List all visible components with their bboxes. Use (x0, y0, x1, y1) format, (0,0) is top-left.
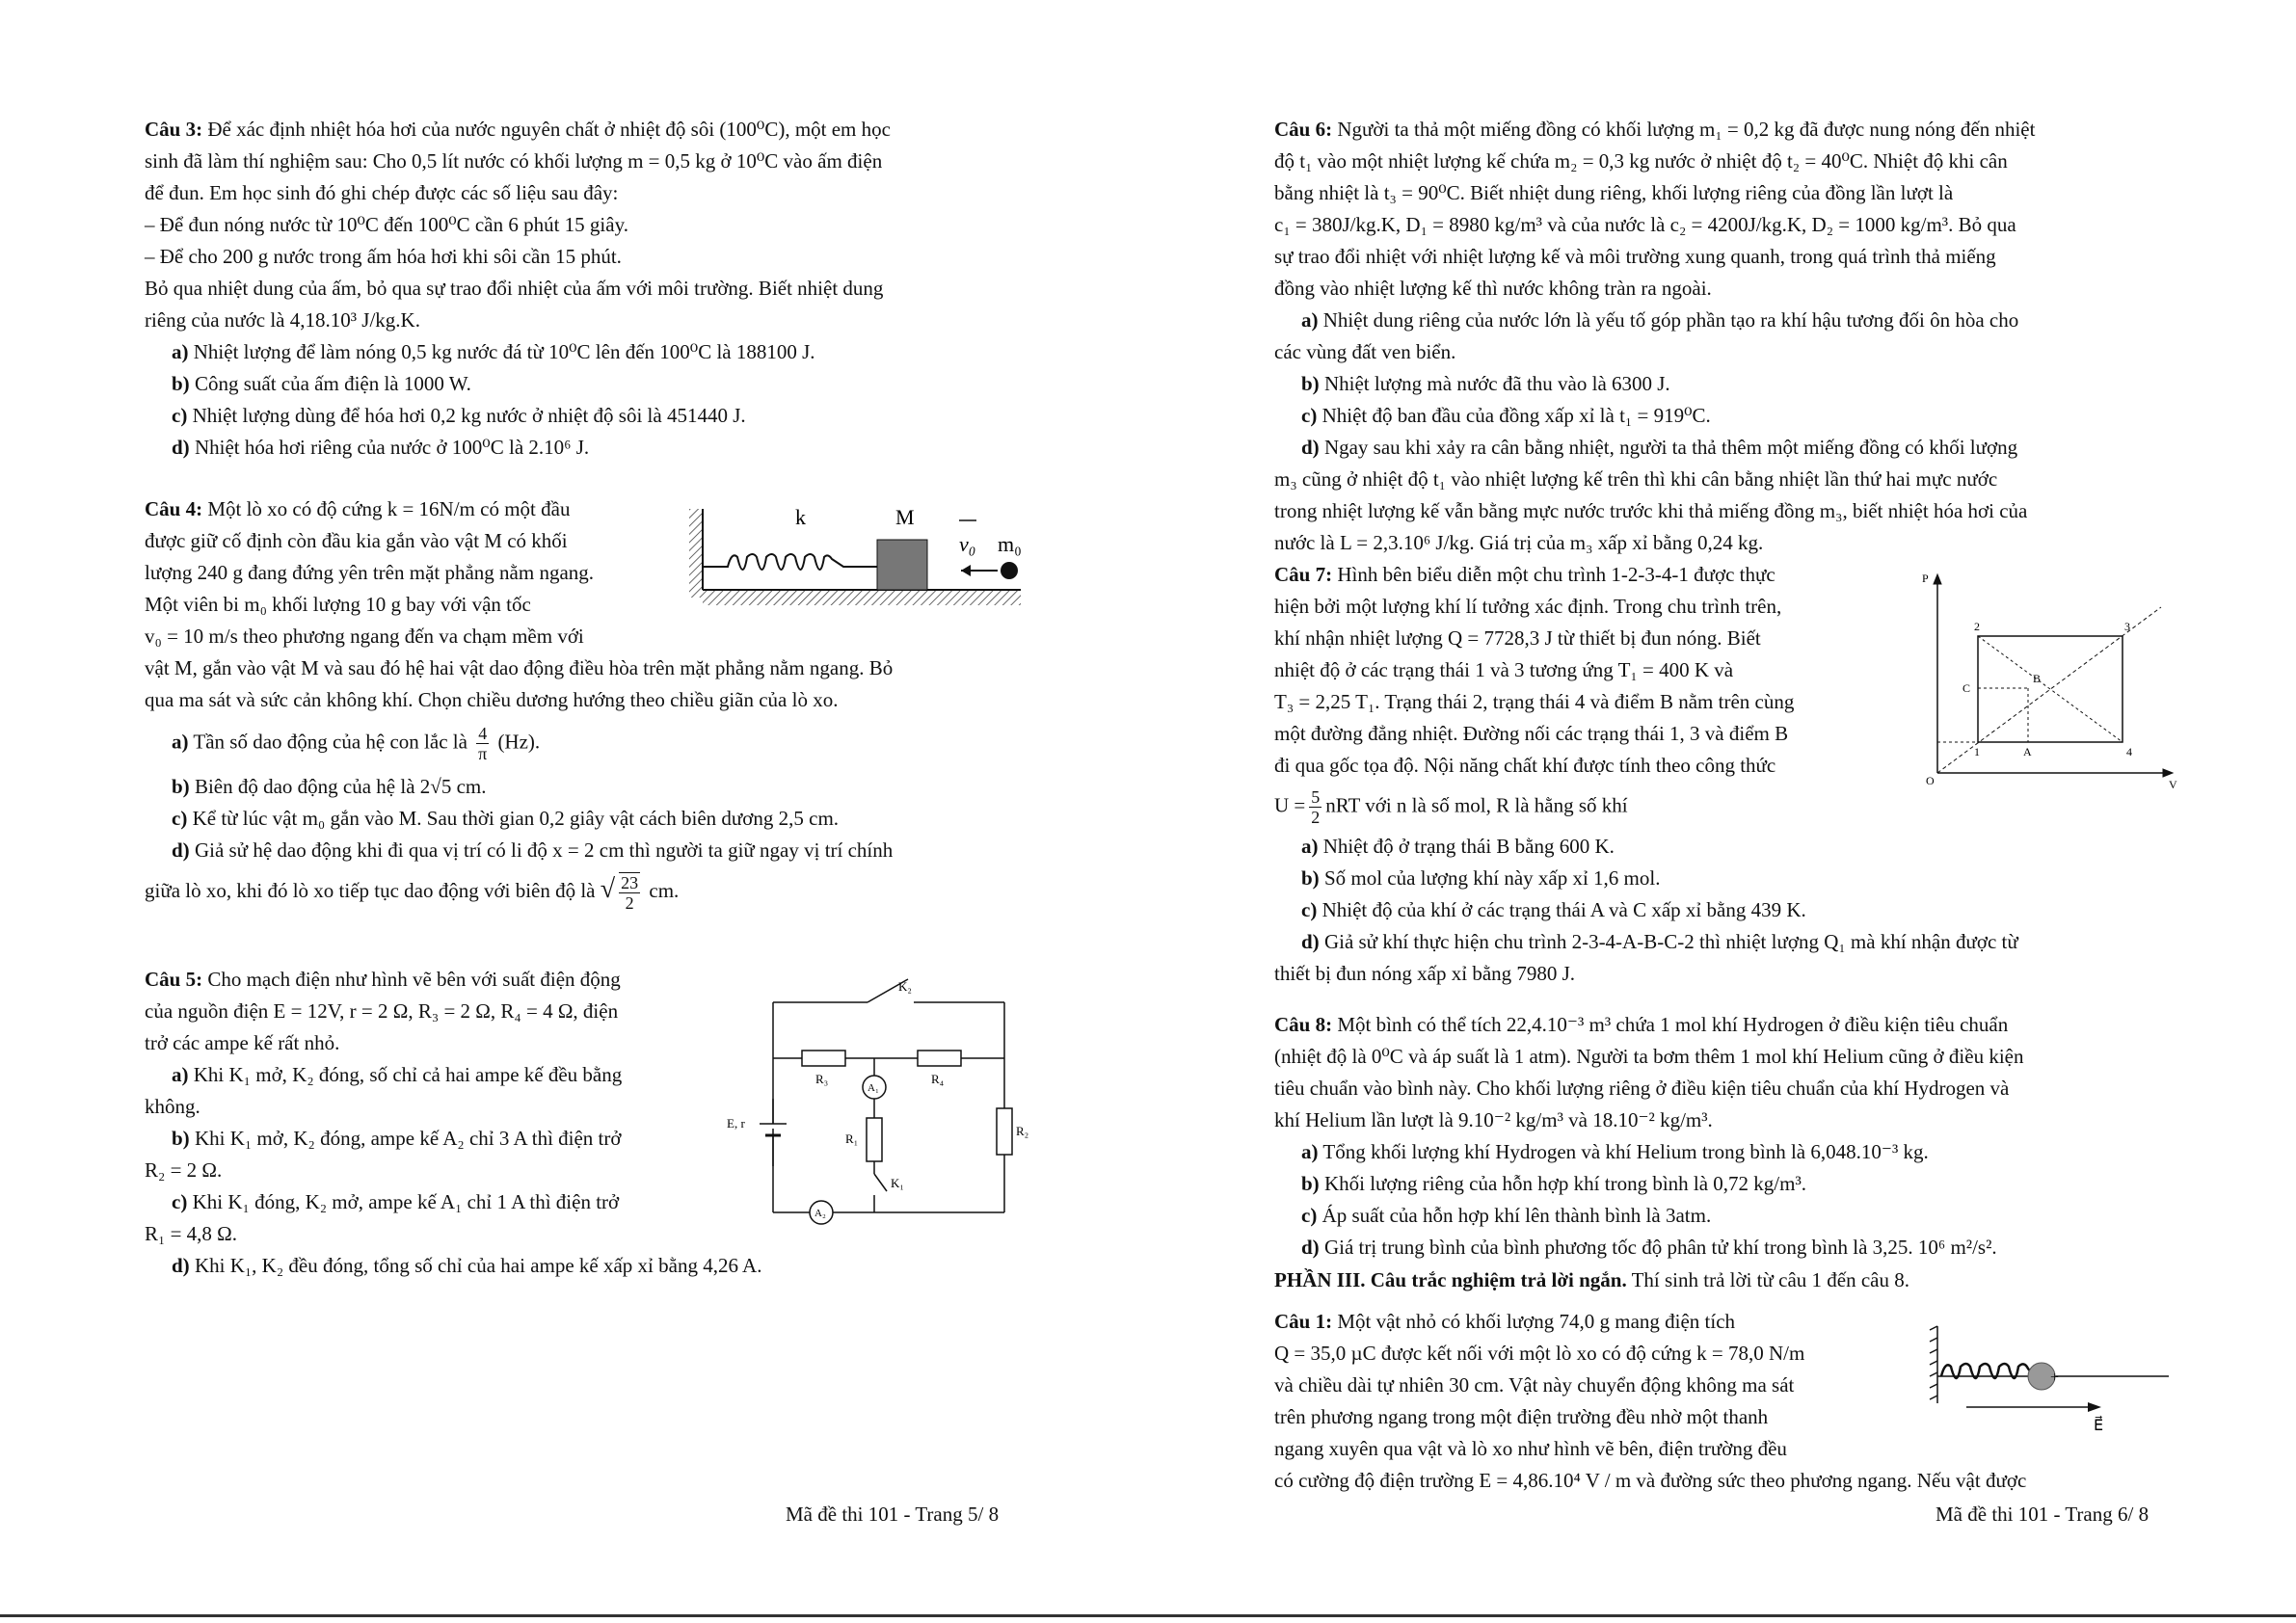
label-v0: v₀ (959, 532, 976, 556)
label-state-4: 4 (2126, 745, 2132, 758)
q7-frac: $\frac{5}{2}$ (1311, 787, 1321, 827)
page-footer-left: Mã đề thi 101 - Trang 5/ 8 (786, 1503, 1000, 1526)
text-line: Câu 3: Để xác định nhiệt hóa hơi của nước nguyên chất ở nhiệt độ sôi (100⁰C), một em học (145, 118, 891, 141)
label-B: B (2033, 672, 2042, 685)
label-V: V (2169, 778, 2177, 791)
text-line: Câu 8: Một bình có thể tích 22,4.10⁻³ m³ chứa 1 mol khí Hydrogen ở điều kiện tiêu chuẩn (1274, 1013, 2009, 1036)
text-line: Câu 6: Người ta thả một miếng đồng có khối lượng m₁ = 0,2 kg đã được nung nóng đến nhiệt (1274, 118, 2036, 141)
spring-mass-figure (689, 501, 1036, 636)
q4-frac-a: $\frac{4}{\pi}$ (478, 724, 488, 763)
text-line: sự trao đổi nhiệt với nhiệt lượng kế và môi trường xung quanh, trong quá trình thả miếng (1274, 245, 1996, 268)
label-M: M (895, 505, 915, 529)
label-R4: R₄ (931, 1072, 945, 1086)
question-6 (1274, 114, 2171, 559)
pv-diagram (1920, 571, 2180, 794)
text-line: R₂ = 2 Ω. (145, 1158, 223, 1182)
text-line: có cường độ điện trường E = 4,86.10⁴ V / m và đường sức theo phương ngang. Nếu vật được (1274, 1469, 2027, 1492)
text-line: R₁ = 4,8 Ω. (145, 1222, 238, 1245)
text-line: trên phương ngang trong một điện trường đều nhờ một thanh (1274, 1405, 1769, 1428)
label-A2: A₂ (814, 1208, 826, 1219)
text-line: d) Nhiệt hóa hơi riêng của nước ở 100⁰C là 2.10⁶ J. (172, 436, 590, 459)
text-line: a) Nhiệt lượng để làm nóng 0,5 kg nước đá từ 10⁰C lên đến 100⁰C là 188100 J. (172, 340, 815, 363)
text-line: a) Nhiệt độ ở trạng thái B bằng 600 K. (1301, 835, 1615, 858)
label-k: k (795, 505, 806, 529)
text-line: – Để đun nóng nước từ 10⁰C đến 100⁰C cần 6 phút 15 giây. (145, 213, 628, 236)
text-line: d) Giá trị trung bình của bình phương tốc độ phân tử khí trong bình là 3,25. 10⁶ m²/s². (1301, 1236, 1997, 1259)
label-m0: m₀ (998, 532, 1022, 556)
text-line: Bỏ qua nhiệt dung của ấm, bỏ qua sự trao đổi nhiệt của ấm với môi trường. Biết nhiệt dung (145, 277, 884, 300)
text-line: b) Khối lượng riêng của hỗn hợp khí trong bình là 0,72 kg/m³. (1301, 1172, 1807, 1195)
text-line: và chiều dài tự nhiên 30 cm. Vật này chuyển động không ma sát (1274, 1373, 1795, 1397)
q4-item-a: a) Tần số dao động của hệ con lắc là $\frac{4}{\pi}$ (Hz). (172, 724, 541, 763)
text-line: b) Số mol của lượng khí này xấp xỉ 1,6 mol. (1301, 866, 1661, 890)
text-line: ngang xuyên qua vật và lò xo như hình vẽ bên, điện trường đều (1274, 1437, 1787, 1460)
text-line: c) Áp suất của hỗn hợp khí lên thành bình là 3atm. (1301, 1204, 1712, 1227)
text-line: Câu 4: Một lò xo có độ cứng k = 16N/m có một đầu (145, 497, 571, 520)
text-line: được giữ cố định còn đầu kia gắn vào vật M có khối (145, 529, 568, 552)
label-A1: A₁ (868, 1082, 879, 1094)
text-line: b) Khi K₁ mở, K₂ đóng, ampe kế A₂ chỉ 3 A thì điện trở (172, 1127, 622, 1150)
label-state-3: 3 (2124, 620, 2130, 633)
text-line: a) Tổng khối lượng khí Hydrogen và khí Helium trong bình là 6,048.10⁻³ kg. (1301, 1140, 1929, 1163)
text-line: nhiệt độ ở các trạng thái 1 và 3 tương ứng T₁ = 400 K và (1274, 658, 1734, 681)
text-line: c) Khi K₁ đóng, K₂ mở, ampe kế A₁ chỉ 1 A thì điện trở (172, 1190, 620, 1213)
text-line: lượng 240 g đang đứng yên trên mặt phẳng nằm ngang. (145, 561, 595, 584)
label-R1: R₁ (845, 1131, 859, 1146)
q4-item-b: b) Biên độ dao động của hệ là 2√5 cm. (172, 775, 487, 798)
text-line: sinh đã làm thí nghiệm sau: Cho 0,5 lít nước có khối lượng m = 0,5 kg ở 10⁰C vào ấm điện (145, 149, 883, 173)
part-3-heading: PHẦN III. Câu trắc nghiệm trả lời ngắn. Thí sinh trả lời từ câu 1 đến câu 8. (1274, 1268, 1910, 1291)
text-line: trong nhiệt lượng kế vẫn bằng mực nước trước khi thả miếng đồng m₃, biết nhiệt hóa hơi của (1274, 499, 2028, 522)
text-line: d) Khi K₁, K₂ đều đóng, tổng số chỉ của hai ampe kế xấp xỉ bằng 4,26 A. (172, 1254, 762, 1277)
text-line: để đun. Em học sinh đó ghi chép được các số liệu sau đây: (145, 181, 619, 204)
text-line: riêng của nước là 4,18.10³ J/kg.K. (145, 308, 420, 332)
circuit-figure (725, 973, 1033, 1234)
q4-item-d-cont: giữa lò xo, khi đó lò xo tiếp tục dao động với biên độ là √ $\frac{23}{2}$ cm. (145, 873, 680, 913)
text-line: Câu 7: Hình bên biểu diễn một chu trình 1-2-3-4-1 được thực (1274, 563, 1775, 586)
text-line: c) Nhiệt độ ban đầu của đồng xấp xỉ là t₁ = 919⁰C. (1301, 404, 1711, 427)
text-line: bằng nhiệt là t₃ = 90⁰C. Biết nhiệt dung riêng, khối lượng riêng của đồng lần lượt là (1274, 181, 1954, 204)
text-line: Q = 35,0 µC được kết nối với một lò xo có độ cứng k = 78,0 N/m (1274, 1342, 1805, 1365)
text-line: đồng vào nhiệt lượng kế thì nước không tràn ra ngoài. (1274, 277, 1712, 300)
label-state-1: 1 (1974, 745, 1980, 758)
label-R2: R₂ (1016, 1124, 1029, 1138)
text-line: các vùng đất ven biển. (1274, 340, 1456, 363)
text-line: – Để cho 200 g nước trong ấm hóa hơi khi sôi cần 15 phút. (145, 245, 622, 268)
label-plus: + (2050, 1370, 2060, 1386)
q4-item-d: d) Giả sử hệ dao động khi đi qua vị trí có li độ x = 2 cm thì người ta giữ ngay vị trí chính (172, 838, 894, 862)
text-line: d) Giả sử khí thực hiện chu trình 2-3-4-A-B-C-2 thì nhiệt lượng Q₁ mà khí nhận được từ (1301, 930, 2018, 953)
spring (703, 554, 877, 570)
text-line: thiết bị đun nóng xấp xỉ bằng 7980 J. (1274, 962, 1576, 985)
question-8 (1274, 1009, 2171, 1264)
ball-m0 (1001, 562, 1018, 579)
text-line: b) Nhiệt lượng mà nước đã thu vào là 6300 J. (1301, 372, 1670, 395)
text-line: vật M, gắn vào vật M và sau đó hệ hai vật dao động điều hòa trên mặt phẳng nằm ngang. Bỏ (145, 656, 894, 679)
text-line: b) Công suất của ấm điện là 1000 W. (172, 372, 471, 395)
text-line: (nhiệt độ là 0⁰C và áp suất là 1 atm). Người ta bơm thêm 1 mol khí Helium cũng ở điều kiện (1274, 1045, 2024, 1068)
text-line: khí nhận nhiệt lượng Q = 7728,3 J từ thiết bị đun nóng. Biết (1274, 626, 1761, 650)
text-line: m₃ cũng ở nhiệt độ t₁ vào nhiệt lượng kế trên thì khi cân bằng nhiệt lần thứ hai mực nước (1274, 467, 1998, 491)
text-line: một đường đẳng nhiệt. Đường nối các trạng thái 1, 3 và điểm B (1274, 722, 1789, 745)
text-line: đi qua gốc tọa độ. Nội năng chất khí được tính theo công thức (1274, 754, 1776, 777)
text-line: Một viên bi m₀ khối lượng 10 g bay với vận tốc (145, 593, 531, 616)
label-P: P (1922, 572, 1929, 585)
text-line: c) Nhiệt lượng dùng để hóa hơi 0,2 kg nước ở nhiệt độ sôi là 451440 J. (172, 404, 746, 427)
wall (689, 509, 703, 598)
spring-charge-figure (1928, 1318, 2178, 1434)
text-line: hiện bởi một lượng khí lí tưởng xác định. Trong chu trình trên, (1274, 595, 1782, 618)
label-O: O (1926, 774, 1935, 787)
label-A: A (2023, 745, 2032, 758)
q7-formula: U = $\frac{5}{2}$ nRT với n là số mol, R là hằng số khí (1274, 787, 1628, 827)
text-line: d) Ngay sau khi xảy ra cân bằng nhiệt, người ta thả thêm một miếng đồng có khối lượng (1301, 436, 2018, 459)
text-line: a) Nhiệt dung riêng của nước lớn là yếu tố góp phần tạo ra khí hậu tương đối ôn hòa cho (1301, 308, 2019, 332)
label-Er: E, r (727, 1116, 745, 1131)
text-line: trở các ampe kế rất nhỏ. (145, 1031, 340, 1054)
text-line: Câu 5: Cho mạch điện như hình vẽ bên với suất điện động (145, 968, 621, 991)
floor (703, 590, 1021, 605)
label-K1: K₁ (891, 1176, 904, 1190)
text-line: a) Khi K₁ mở, K₂ đóng, số chỉ cả hai ampe kế đều bằng (172, 1063, 623, 1086)
label-R3: R₃ (815, 1072, 829, 1086)
page-footer-right: Mã đề thi 101 - Trang 6/ 8 (1936, 1503, 2149, 1526)
block-M (877, 540, 927, 590)
label-E: E⃗ (2094, 1418, 2104, 1434)
text-line: khí Helium lần lượt là 9.10⁻² kg/m³ và 18.10⁻² kg/m³. (1274, 1108, 1713, 1131)
text-line: nước là L = 2,3.10⁶ J/kg. Giá trị của m₃ xấp xỉ bằng 0,24 kg. (1274, 531, 1764, 554)
text-line: của nguồn điện E = 12V, r = 2 Ω, R₃ = 2 Ω, R₄ = 4 Ω, điện (145, 999, 619, 1023)
text-line: không. (145, 1095, 200, 1118)
label-C: C (1962, 681, 1971, 695)
text-line: v₀ = 10 m/s theo phương ngang đến va chạm mềm với (145, 625, 584, 648)
page-bottom-border (0, 1614, 2296, 1617)
text-line: c) Nhiệt độ của khí ở các trạng thái A và C xấp xỉ bằng 439 K. (1301, 898, 1806, 921)
text-line: qua ma sát và sức cản không khí. Chọn chiều dương hướng theo chiều giãn của lò xo. (145, 688, 839, 711)
text-line: c₁ = 380J/kg.K, D₁ = 8980 kg/m³ và của nước là c₂ = 4200J/kg.K, D₂ = 1000 kg/m³. Bỏ qua (1274, 213, 2016, 236)
q4-frac-d: $\frac{23}{2}$ (621, 873, 639, 913)
label-state-2: 2 (1974, 620, 1980, 633)
text-line: T₃ = 2,25 T₁. Trạng thái 2, trạng thái 4 và điểm B nằm trên cùng (1274, 690, 1795, 713)
text-line: tiêu chuẩn vào bình này. Cho khối lượng riêng ở điều kiện tiêu chuẩn của khí Hydrogen và (1274, 1077, 2010, 1100)
text-line: độ t₁ vào một nhiệt lượng kế chứa m₂ = 0,3 kg nước ở nhiệt độ t₂ = 40⁰C. Nhiệt độ khi cân (1274, 149, 2008, 173)
question-3 (145, 114, 1036, 464)
text-line: Câu 1: Một vật nhỏ có khối lượng 74,0 g mang điện tích (1274, 1310, 1736, 1333)
q4-item-c: c) Kể từ lúc vật m₀ gắn vào M. Sau thời gian 0,2 giây vật cách biên dương 2,5 cm. (172, 807, 840, 830)
label-K2: K₂ (898, 979, 912, 994)
